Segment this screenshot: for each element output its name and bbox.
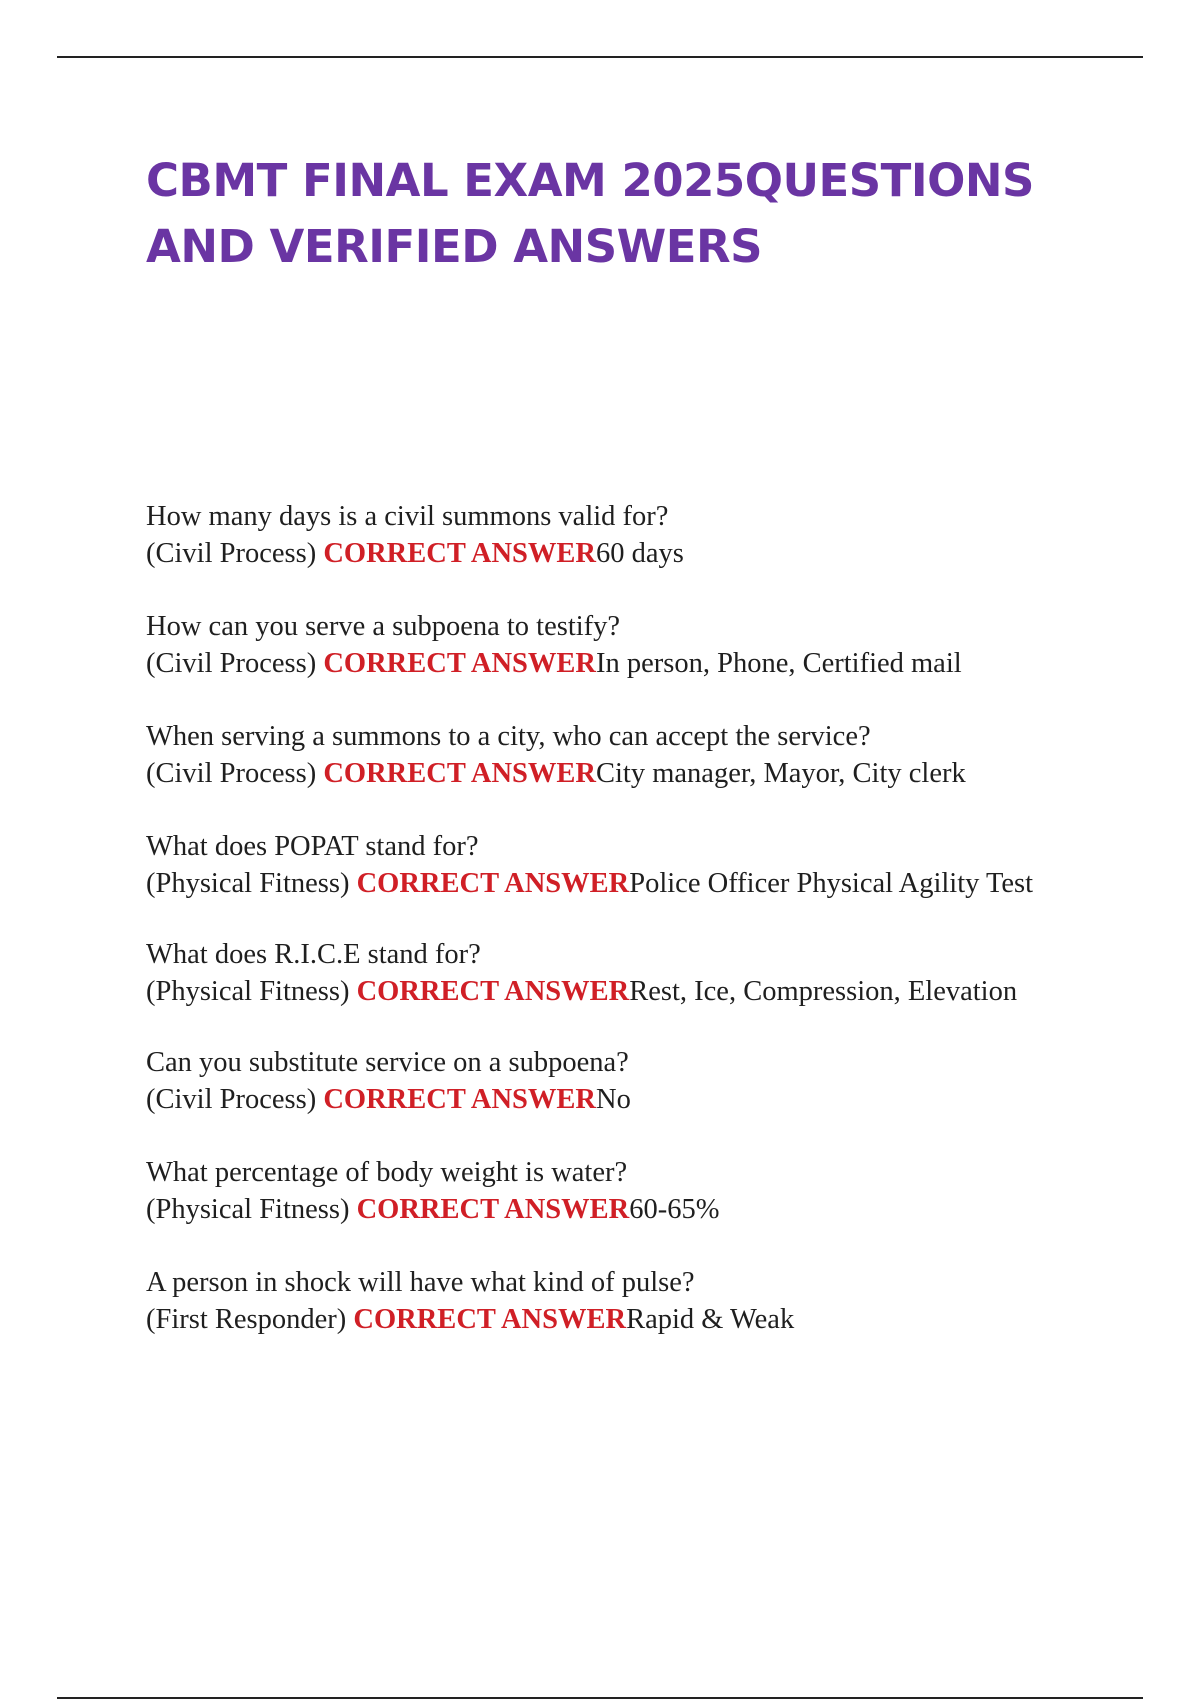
correct-answer-label: CORRECT ANSWER xyxy=(323,758,596,789)
qa-item xyxy=(146,1264,1106,1338)
category-text: (First Responder) xyxy=(146,1304,347,1335)
answer-text: 60 days xyxy=(596,538,684,569)
qa-item xyxy=(146,1154,1106,1228)
answer-line xyxy=(146,645,1106,682)
category-text: (Physical Fitness) xyxy=(146,868,350,899)
category-text: (Physical Fitness) xyxy=(146,1194,350,1225)
answer-line xyxy=(146,1191,1106,1228)
qa-item xyxy=(146,828,1106,902)
answer-line xyxy=(146,1301,1106,1338)
answer-text: In person, Phone, Certified mail xyxy=(596,648,962,679)
answer-text: Rest, Ice, Compression, Elevation xyxy=(629,976,1018,1007)
category-text: (Civil Process) xyxy=(146,758,317,789)
qa-item xyxy=(146,718,1106,792)
bottom-rule xyxy=(57,1697,1143,1699)
correct-answer-label: CORRECT ANSWER xyxy=(323,538,596,569)
qa-item xyxy=(146,498,1106,572)
qa-item xyxy=(146,1044,1106,1118)
correct-answer-label: CORRECT ANSWER xyxy=(323,1084,596,1115)
answer-text: 60-65% xyxy=(629,1194,720,1225)
question-text: What does R.I.C.E stand for? xyxy=(146,939,481,970)
answer-text: No xyxy=(596,1084,631,1115)
answer-line xyxy=(146,1081,1106,1118)
question-text: When serving a summons to a city, who can accept the service? xyxy=(146,721,871,752)
category-text: (Physical Fitness) xyxy=(146,976,350,1007)
qa-item xyxy=(146,608,1106,682)
question-text: What percentage of body weight is water? xyxy=(146,1157,628,1188)
answer-line xyxy=(146,973,1106,1010)
category-text: (Civil Process) xyxy=(146,538,317,569)
document-title: CBMT FINAL EXAM 2025QUESTIONS AND VERIFIED ANSWERS xyxy=(146,154,1034,273)
category-text: (Civil Process) xyxy=(146,648,317,679)
qa-list xyxy=(146,498,1106,1374)
answer-line xyxy=(146,865,1106,902)
answer-text: Police Officer Physical Agility Test xyxy=(629,868,1034,899)
question-text: How can you serve a subpoena to testify? xyxy=(146,611,621,642)
category-text: (Civil Process) xyxy=(146,1084,317,1115)
top-rule xyxy=(57,56,1143,58)
correct-answer-label: CORRECT ANSWER xyxy=(356,1194,630,1225)
question-text: What does POPAT stand for? xyxy=(146,831,479,862)
answer-text: City manager, Mayor, City clerk xyxy=(596,758,966,789)
question-text: A person in shock will have what kind of pulse? xyxy=(146,1267,695,1298)
correct-answer-label: CORRECT ANSWER xyxy=(353,1304,627,1335)
answer-text: Rapid & Weak xyxy=(626,1304,795,1335)
question-text: How many days is a civil summons valid for? xyxy=(146,501,669,532)
answer-line xyxy=(146,755,1106,792)
correct-answer-label: CORRECT ANSWER xyxy=(356,976,630,1007)
question-text: Can you substitute service on a subpoena? xyxy=(146,1047,629,1078)
answer-line xyxy=(146,535,1106,572)
correct-answer-label: CORRECT ANSWER xyxy=(356,868,630,899)
correct-answer-label: CORRECT ANSWER xyxy=(323,648,596,679)
qa-item xyxy=(146,936,1106,1010)
